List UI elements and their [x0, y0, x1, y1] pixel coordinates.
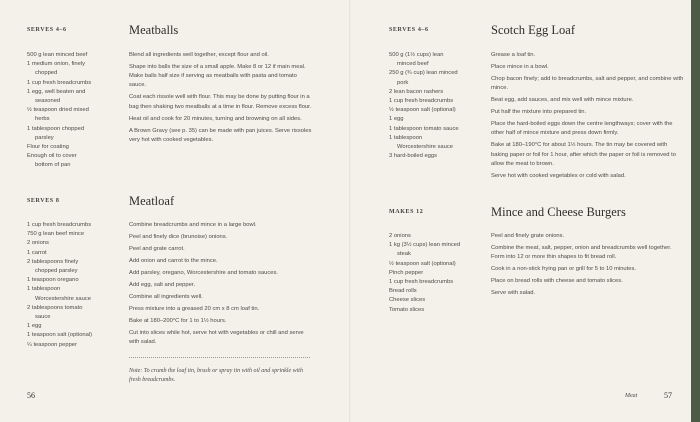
- method-step: Shape into balls the size of a small apple. Make 8 or 12 if main meal. Make balls half size if serving as meatballs with pasta and tomato sauce.: [129, 64, 306, 89]
- ingredient: 1 carrot: [27, 249, 47, 256]
- method-step: Place on bread rolls with cheese and tomato slices.: [491, 278, 623, 285]
- ingredient: ½ teaspoon dried mixed: [27, 107, 89, 114]
- meatloaf-title: Meatloaf: [129, 194, 175, 208]
- ingredient: 2 onions: [27, 240, 49, 247]
- ingredient: 1 teaspoon oregano: [27, 277, 79, 284]
- method-step: Beat egg, add sauces, and mix well with mince mixture.: [491, 97, 634, 104]
- method-step: Serve hot with cooked vegetables or cold with salad.: [491, 172, 626, 179]
- method-step: Add parsley, oregano, Worcestershire and tomato sauces.: [129, 270, 278, 276]
- method-step: Heat oil and cook for 20 minutes, turning and browning on all sides.: [129, 115, 302, 122]
- ingredient: bottom of pan: [35, 162, 71, 169]
- note-divider: [129, 357, 310, 358]
- section-color-bar: [691, 0, 700, 422]
- ingredient: pork: [397, 79, 409, 86]
- page-number-right: 57: [664, 391, 672, 400]
- meatloaf-ingredients: [27, 221, 92, 350]
- method-step: Peel and grate carrot.: [129, 246, 185, 252]
- ingredient: 750 g lean beef mince: [27, 231, 85, 238]
- method-step: Cook in a non-stick frying pan or grill for 5 to 10 minutes.: [491, 266, 636, 273]
- ingredient: 1 tablespoon tomato sauce: [389, 125, 459, 132]
- ingredient: Cheese slices: [389, 297, 426, 304]
- method-step: Bake at 180–200°C for 1 to 1½ hours.: [129, 318, 227, 324]
- page-gutter: [349, 0, 351, 422]
- method-step: Peel and finely grate onions.: [491, 233, 565, 239]
- ingredient: 1 teaspoon salt (optional): [27, 332, 93, 339]
- ingredient: herbs: [35, 116, 50, 123]
- ingredient: ½ teaspoon salt (optional): [389, 260, 456, 267]
- ingredient: sauce: [35, 314, 51, 321]
- ingredient: 2 lean bacon rashers: [389, 88, 444, 95]
- meatloaf-serves: SERVES 8: [27, 198, 60, 204]
- ingredient: ¼ teaspoon pepper: [27, 341, 77, 348]
- method-step: Cut into slices while hot, serve hot with vegetables or chill and serve with salad.: [129, 330, 304, 346]
- method-step: A Brown Gravy (see p. 35) can be made with pan juices. Serve rissoles very hot with cooked vegetables.: [129, 127, 312, 143]
- running-section-title: Meat: [625, 393, 638, 399]
- scotch-egg-loaf-title: Scotch Egg Loaf: [491, 23, 576, 37]
- method-step: Combine breadcrumbs and mince in a large bowl.: [129, 222, 257, 228]
- ingredient: Flour for coating: [27, 144, 69, 151]
- ingredient: Enough oil to cover: [27, 153, 77, 160]
- ingredient: Tomato slices: [389, 306, 425, 313]
- ingredient: 1 tablespoon: [27, 286, 61, 293]
- method-step: Combine all ingredients well.: [129, 294, 203, 300]
- burgers-title: Mince and Cheese Burgers: [491, 205, 626, 219]
- method-step: Put half the mixture into prepared tin.: [491, 109, 587, 116]
- page-number-left: 56: [27, 391, 35, 400]
- method-step: Coat each rissole well with flour. This may be done by putting flour in a bag then shaking two meatballs at a time in flour. Remove excess flour.: [129, 94, 312, 110]
- burgers-ingredients: [389, 232, 460, 315]
- meatloaf-method: [129, 221, 312, 350]
- method-step: Combine the meat, salt, pepper, onion and breadcrumbs well together. Form into 12 or more thin shapes to fit bread roll.: [491, 245, 672, 261]
- method-step: Add egg, salt and pepper.: [129, 282, 196, 288]
- ingredient: 1 egg, well beaten and: [27, 88, 86, 95]
- ingredient: 250 g (¾ cup) lean minced: [389, 70, 458, 77]
- ingredient: 2 onions: [389, 233, 411, 239]
- ingredient: 1 kg (3½ cups) lean minced: [389, 242, 461, 249]
- scotch-egg-loaf-ingredients: [389, 51, 459, 161]
- meatballs-ingredients: [27, 51, 91, 171]
- method-step: Serve with salad.: [491, 290, 536, 297]
- ingredient: 1 cup fresh breadcrumbs: [389, 98, 454, 105]
- method-step: Press mixture into a greased 20 cm x 8 cm loaf tin.: [129, 306, 260, 312]
- ingredient: Worcestershire sauce: [35, 295, 91, 302]
- ingredient: Pinch pepper: [389, 269, 424, 276]
- ingredient: 1 egg: [389, 116, 404, 123]
- meatloaf-note: Note: To crumb the loaf tin, brush or spray tin with oil and sprinkle with fresh breadcrumbs.: [129, 368, 303, 383]
- ingredient: minced beef: [397, 61, 429, 68]
- ingredient: 1 cup fresh breadcrumbs: [27, 222, 92, 228]
- method-step: Place the hard-boiled eggs down the centre lengthways; cover with the other half of mince mixture and press down firmly.: [491, 121, 673, 137]
- burgers-method: [491, 232, 684, 301]
- ingredient: 1 medium onion, finely: [27, 61, 86, 68]
- ingredient: 2 tablespoons tomato: [27, 304, 83, 311]
- ingredient: 500 g lean minced beef: [27, 52, 88, 58]
- method-step: Place mince in a bowl.: [491, 64, 549, 70]
- ingredient: 500 g (1½ cups) lean: [389, 52, 444, 58]
- scotch-egg-loaf-serves: SERVES 4–6: [389, 27, 429, 33]
- ingredient: parsley: [35, 134, 54, 141]
- method-step: Blend all ingredients well together, except flour and oil.: [129, 52, 269, 58]
- ingredient: 3 hard-boiled eggs: [389, 153, 438, 160]
- ingredient: 2 tablespoons finely: [27, 258, 79, 265]
- method-step: Add onion and carrot to the mince.: [129, 258, 218, 264]
- ingredient: ½ teaspoon salt (optional): [389, 107, 456, 114]
- method-step: Bake at 180–190°C for about 1½ hours. The tin may be covered with baking paper or foil for 1 hour, after which the paper or foil is removed to allow the meat to brown.: [491, 142, 676, 167]
- meatballs-method: [129, 51, 312, 148]
- meatballs-title: Meatballs: [129, 23, 179, 37]
- scotch-egg-loaf-method: [491, 51, 684, 184]
- method-step: Chop bacon finely; add to breadcrumbs, salt and pepper, and combine with mince.: [491, 76, 684, 92]
- ingredient: Worcestershire sauce: [397, 144, 453, 151]
- ingredient: 1 tablespoon chopped: [27, 125, 85, 132]
- ingredient: steak: [397, 251, 411, 258]
- ingredient: 1 egg: [27, 323, 42, 330]
- method-step: Peel and finely dice (brunoise) onions.: [129, 234, 228, 240]
- ingredient: chopped: [35, 70, 58, 77]
- method-step: Grease a loaf tin.: [491, 52, 536, 58]
- ingredient: 1 cup fresh breadcrumbs: [389, 279, 454, 286]
- meatballs-serves: SERVES 4–6: [27, 27, 67, 33]
- burgers-serves: MAKES 12: [389, 209, 424, 215]
- ingredient: 1 cup fresh breadcrumbs: [27, 79, 92, 86]
- ingredient: Bread rolls: [389, 288, 417, 295]
- ingredient: chopped parsley: [35, 268, 78, 275]
- ingredient: seasoned: [35, 98, 61, 105]
- ingredient: 1 tablespoon: [389, 134, 423, 141]
